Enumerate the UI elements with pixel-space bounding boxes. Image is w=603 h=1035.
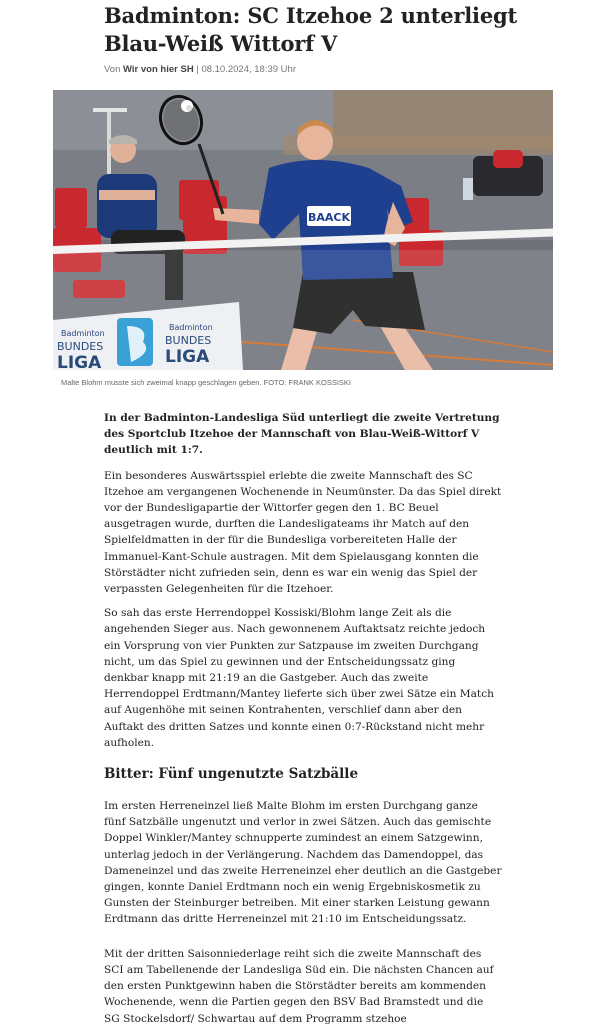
article-paragraph: Ein besonderes Auswärtsspiel erlebte die zweite Mannschaft des SC Itzehoe am vergangenen Wochenende in Neumünster. Da das Spiel direkt vor der Bundesligapartie der Wittorfer gegen den 1. BC Beuel ausgetragen wurde, durften die Landesligateams ihr Match auf den Spielfeldmatten in der für die Bundesliga vorbereiteten Halle der Immanuel-Kant-Schule austragen. Mit dem Spielausgang konnten die Störstädter nicht zufrieden sein, denn es war ein wenig das Spiel der verpassten Gelegenheiten für die Itzehoer. — [104, 469, 502, 596]
article-byline — [104, 64, 296, 75]
article-headline: Badminton: SC Itzehoe 2 unterliegt Blau-Weiß Wittorf V — [104, 3, 517, 56]
svg-text:Badminton: Badminton — [61, 329, 105, 338]
article-paragraph: Mit der dritten Saisonniederlage reiht sich die zweite Mannschaft des SCI am Tabellenende der Landesliga Süd ein. Die nächsten Chancen auf den ersten Punktgewinn haben die Störstädter bereits am kommenden Wochenende, wenn die Partien gegen den BSV Bad Bramstedt und die SG Stockelsdorf/ Schwartau auf dem Programm stzehoe — [104, 947, 494, 1025]
svg-text:Badminton: Badminton — [169, 323, 213, 332]
svg-text:LIGA: LIGA — [57, 353, 102, 370]
byline-author[interactable]: Wir von hier SH — [123, 64, 194, 75]
article-paragraph: Im ersten Herreneinzel ließ Malte Blohm im ersten Durchgang ganze fünf Satzbälle ungenutzt und verlor in zwei Sätzen. Auch das gemischte Doppel Winkler/Mantey schnupperte zumindest an einem Satzgewinn, unterlag jedoch in der Verlängerung. Nachdem das Damendoppel, das Dameneinzel und das zweite Herreneinzel eher deutlich an die Gastgeber gingen, konnte Daniel Erdtmann noch ein wenig Ergebniskosmetik zu Gunsten der Steinburger betreiben. Mit einer starken Leistung gewann Erdtmann das dritte Herreneinzel mit 21:10 im Entscheidungssatz. — [104, 800, 502, 926]
article-paragraph: So sah das erste Herrendoppel Kossiski/Blohm lange Zeit als die angehenden Sieger aus. Nach gewonnenem Auftaktsatz reichte jedoch ein Vorsprung von vier Punkten zur Satzpause im zweiten Durchgang nicht, um das Spiel zu gewinnen und der Entscheidungssatz ging denkbar knapp mit 21:19 an die Gastgeber. Auch das zweite Herrendoppel Erdtmann/Mantey lieferte sich über zwei Sätze ein Match auf Augenhöhe mit seinen Kontrahenten, verschlief dann aber den Auftakt des dritten Satzes und konnte einen 0:7-Rückstand nicht mehr aufholen. — [104, 607, 494, 749]
shirt-sponsor-label: BAACK — [307, 211, 351, 224]
byline-datetime: 08.10.2024, 18:39 Uhr — [201, 64, 296, 75]
svg-text:BUNDES: BUNDES — [57, 340, 104, 353]
badminton-photo-illustration — [53, 90, 553, 370]
byline-prefix: Von — [104, 64, 121, 75]
photo-caption — [61, 378, 351, 387]
photo-caption-text: Malte Blohm musste sich zweimal knapp geschlagen geben. — [61, 378, 262, 387]
svg-text:BUNDES: BUNDES — [165, 334, 212, 347]
article-subheading: Bitter: Fünf ungenutzte Satzbälle — [104, 766, 359, 783]
article-photo[interactable] — [53, 90, 553, 370]
svg-text:LIGA: LIGA — [165, 347, 210, 367]
article-lead: In der Badminton-Landesliga Süd unterliegt die zweite Vertretung des Sportclub Itzehoe der Mannschaft von Blau-Weiß-Wittorf V deutlich mit 1:7. — [104, 412, 500, 457]
article-body — [104, 410, 502, 1035]
byline-separator: | — [196, 64, 199, 75]
shuttlecock-icon — [181, 100, 193, 112]
photo-credit: FOTO: FRANK KOSSISKI — [263, 378, 352, 387]
